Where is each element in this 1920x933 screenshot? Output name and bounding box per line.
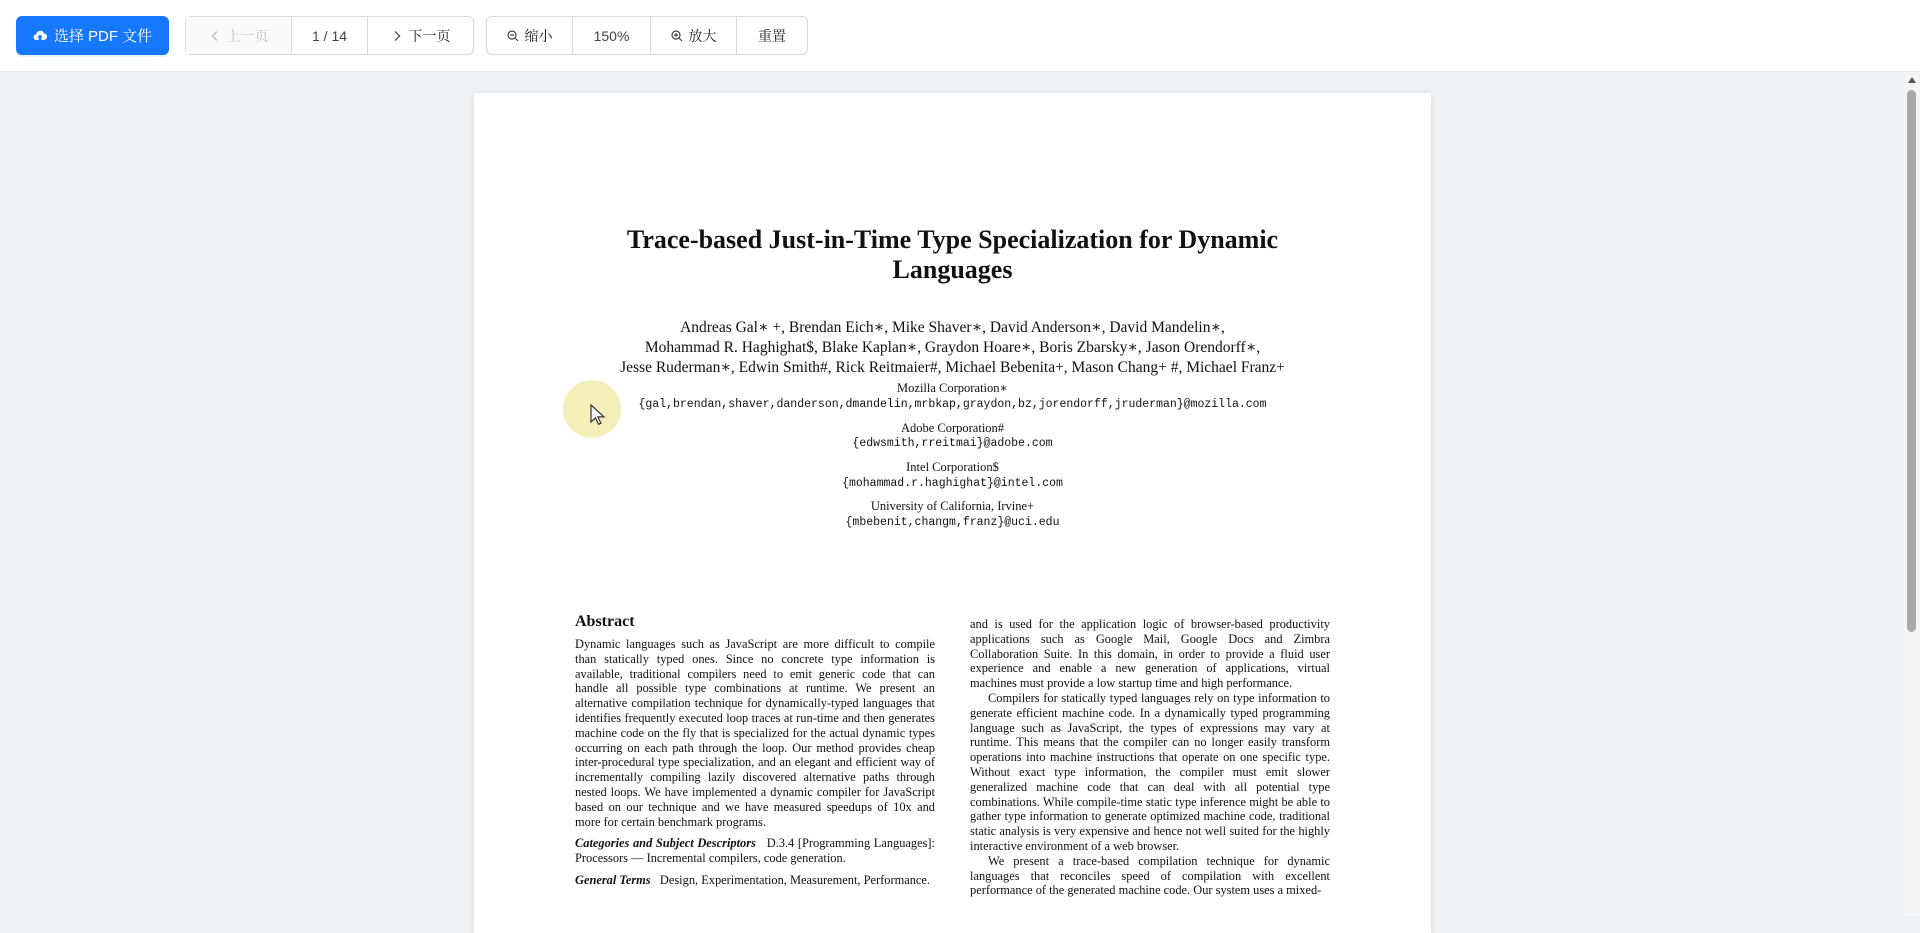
prev-page-label: 上一页 bbox=[226, 27, 269, 44]
zoom-in-icon bbox=[671, 30, 683, 42]
abstract-heading: Abstract bbox=[575, 613, 635, 630]
right-paragraph-3: We present a trace-based compilation technique for dynamic languages that reconciles speed of compilation with excellent performance of the generated machine code. Our system uses a mixed- bbox=[970, 853, 1330, 898]
reset-label: 重置 bbox=[758, 27, 786, 44]
vertical-scrollbar[interactable] bbox=[1904, 72, 1920, 916]
org-mozilla-emails: {gal,brendan,shaver,danderson,dmandelin,mrbkap,graydon,bz,jorendorff,jruderman}@mozilla.com bbox=[638, 398, 1267, 411]
select-pdf-button[interactable] bbox=[16, 16, 169, 55]
categories-text: D.3.4 [Programming Languages]: Processors — Incremental compilers, code generation. bbox=[575, 836, 935, 866]
zoom-in-label: 放大 bbox=[688, 27, 717, 44]
paper-title-line2: Languages bbox=[892, 255, 1013, 284]
scrollbar-thumb[interactable] bbox=[1907, 90, 1916, 632]
zoom-group bbox=[486, 16, 808, 55]
zoom-level bbox=[573, 17, 651, 54]
zoom-in-button[interactable] bbox=[651, 17, 737, 54]
org-uci-emails: {mbebenit,changm,franz}@uci.edu bbox=[845, 516, 1060, 529]
right-paragraph-2: Compilers for statically typed languages rely on type information to generate efficient machine code. In a dynamically typed programming language such as JavaScript, the types of expressions may vary at runtime. This means that the compiler can no longer easily transform operations into machine instructions that operate on one specific type. Without exact type information, the compiler must emit slower generalized machine code that can deal with all potential type combinations. While compile-time static type inference might be able to gather type information to generate optimized machine code, traditional static analysis is very expensive and hence not well suited for the highly interactive environment of a web browser. bbox=[970, 690, 1330, 853]
cloud-upload-icon bbox=[33, 29, 47, 43]
toolbar bbox=[0, 0, 1920, 72]
next-page-button[interactable] bbox=[368, 17, 473, 54]
org-intel-name: Intel Corporation$ bbox=[906, 460, 999, 474]
zoom-out-label: 缩小 bbox=[524, 27, 553, 44]
page-indicator bbox=[292, 17, 368, 54]
mouse-cursor-icon bbox=[590, 404, 606, 426]
org-adobe-name: Adobe Corporation# bbox=[900, 421, 1005, 435]
reset-button[interactable] bbox=[737, 17, 807, 54]
org-adobe-emails: {edwsmith,rreitmai}@adobe.com bbox=[852, 437, 1053, 450]
zoom-out-icon bbox=[507, 30, 519, 42]
zoom-out-button[interactable] bbox=[487, 17, 573, 54]
terms-label: General Terms bbox=[575, 872, 651, 887]
zoom-level-text: 150% bbox=[593, 27, 630, 44]
chevron-right-icon bbox=[391, 30, 403, 42]
paper-title-line1: Trace-based Just-in-Time Type Specialization for Dynamic bbox=[626, 225, 1279, 254]
page-nav-group bbox=[185, 16, 474, 55]
right-column bbox=[970, 617, 1330, 898]
org-intel-emails: {mohammad.r.haghighat}@intel.com bbox=[842, 477, 1063, 490]
authors-line1: Andreas Gal∗ +, Brendan Eich∗, Mike Shaver∗, David Anderson∗, David Mandelin∗, bbox=[680, 319, 1225, 336]
authors-line2: Mohammad R. Haghighat$, Blake Kaplan∗, Graydon Hoare∗, Boris Zbarsky∗, Jason Orendorff∗, bbox=[644, 339, 1261, 356]
org-uci-name: University of California, Irvine+ bbox=[870, 499, 1035, 513]
abstract-text: Dynamic languages such as JavaScript are more difficult to compile than statically typed ones. Since no concrete type information is available, traditional compilers need to emit generic code that can handle all possible type combinations at runtime. We present an alternative compilation technique for dynamically-typed languages that identifies frequently executed loop traces at run-time and then generates machine code on the fly that is specialized for the actual dynamic types occurring on each path through the loop. Our method provides cheap inter-procedural type specialization, and an elegant and efficient way of incrementally compiling lazily discovered alternative paths through nested loops. We have implemented a dynamic compiler for JavaScript based on our technique and we have measured speedups of 10x and more for certain benchmark programs. bbox=[575, 637, 935, 829]
page-indicator-text: 1 / 14 bbox=[311, 27, 348, 44]
terms-text: Design, Experimentation, Measurement, Performance. bbox=[659, 872, 931, 887]
chevron-left-icon bbox=[209, 30, 221, 42]
scroll-up-arrow-icon[interactable] bbox=[1908, 77, 1916, 83]
pdf-page bbox=[474, 93, 1431, 933]
terms-para bbox=[575, 873, 935, 888]
categories-label: Categories and Subject Descriptors bbox=[575, 836, 756, 851]
prev-page-button[interactable] bbox=[186, 17, 292, 54]
next-page-label: 下一页 bbox=[408, 27, 451, 44]
right-paragraph-1: and is used for the application logic of browser-based productivity applications such as Google Mail, Google Docs and Zimbra Collaboration Suite. In this domain, in order to provide a fluid user experience and enable a new generation of applications, virtual machines must provide a low startup time and high performance. bbox=[970, 617, 1330, 691]
left-column bbox=[575, 637, 935, 888]
select-pdf-label: 选择 PDF 文件 bbox=[53, 28, 153, 45]
categories-para bbox=[575, 836, 935, 866]
org-mozilla-name: Mozilla Corporation∗ bbox=[897, 381, 1008, 395]
authors-line3: Jesse Ruderman∗, Edwin Smith#, Rick Reitmaier#, Michael Bebenita+, Mason Chang+ #, Michael Franz+ bbox=[620, 359, 1285, 376]
